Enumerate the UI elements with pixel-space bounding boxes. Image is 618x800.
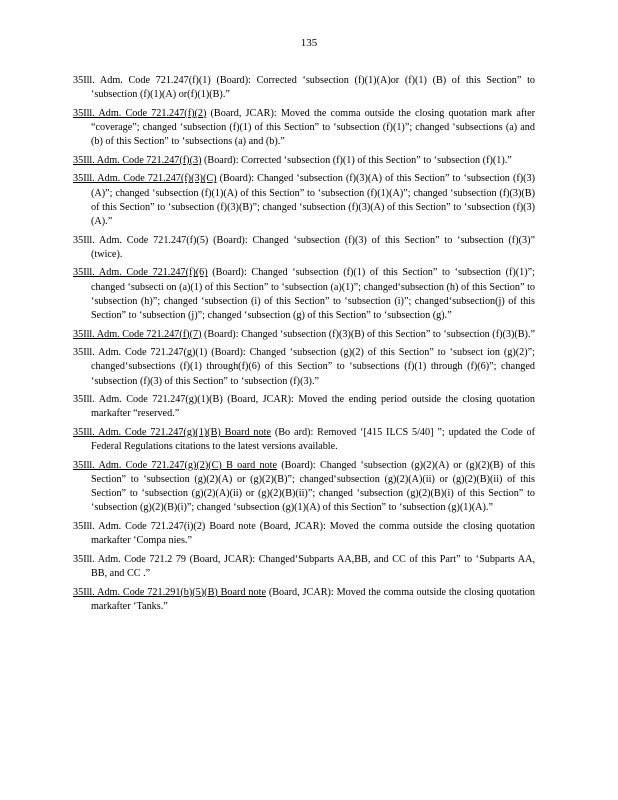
entry-citation: 35Ill. Adm. Code 721.247(g)(1)	[73, 347, 208, 359]
entry-text: (Board): Changed ‘subsection (g)(2) of this Section” to ‘subsect ion (g)(2)”; changed‘subsections (f)(1) through(f)(6) of this Section” to ‘subsections (f)(1) through (f)(6)”; changed ‘subsection (f)(3) of this Section” to ‘subsection (f)(3).”	[91, 347, 535, 387]
list-item	[73, 346, 535, 389]
page-number: 135	[300, 37, 318, 49]
entry-text: (Bo ard): Removed ‘[415 ILCS 5/40] ”; updated the Code of Federal Regulations citations to the latest versions available.	[91, 426, 535, 453]
entry-text: (Board): Corrected ‘subsection (f)(1)(A)or (f)(1) (B) of this Section” to ‘subsection (f)(1)(A) or(f)(1)(B).”	[91, 75, 535, 101]
entry-citation: 35Ill. Adm. Code 721.247(f)(3)(C)	[73, 173, 217, 185]
entry-citation: 35Ill. Adm. Code 721.247(f)(2)	[73, 107, 207, 119]
entry-text: Board note (Board, JCAR): Moved the comma outside the closing quotation markafter ‘Compa nies.”	[91, 520, 535, 547]
entry-citation: 35Ill. Adm. Code 721.247(f)(7)	[73, 328, 202, 340]
entry-text: (Board): Changed ‘subsection (f)(3) of this Section” to ‘subsection (f)(3)” (twice).	[91, 234, 535, 260]
list-item	[73, 107, 535, 150]
entry-citation: 35Ill. Adm. Code 721.247(f)(1)	[73, 75, 211, 86]
entry-citation: 35Ill. Adm. Code 721.247(f)(6)	[73, 267, 208, 279]
entry-text: (Board, JCAR): Changed‘Subparts AA,BB, and CC of this Part” to ‘Subparts AA, BB, and CC .”	[91, 553, 535, 579]
change-list	[73, 74, 535, 618]
list-item	[73, 328, 535, 342]
entry-citation: 35Ill. Adm. Code 721.247(i)(2)	[73, 520, 206, 532]
list-item	[73, 154, 535, 168]
entry-citation: 35Ill. Adm. Code 721.2 79	[73, 553, 187, 565]
entry-citation: 35Ill. Adm. Code 721.247(f)(3)	[73, 154, 202, 166]
entry-text: (Board): Changed ‘subsection (f)(1) of this Section” to ‘subsection (f)(1)”; changed ‘subsecti on (a)(1) of this Section” to ‘subsection (a)(1)”; changed‘subsection (h) of this Section” to ‘subsection (h)”; changed ‘subsection (i) of this Section” to ‘subsection (i)”; changed‘subsection(j) of this Section” to ‘subsection (j)”; changed ‘subsection (g) of this Section” to ‘subsection (g).”	[91, 267, 535, 321]
entry-text: (Board): Corrected ‘subsection (f)(1) of this Section” to ‘subsection (f)(1).”	[201, 154, 512, 166]
list-item	[73, 172, 535, 229]
entry-text: (Board): Changed ‘subsection (f)(3)(B) of this Section” to ‘subsection (f)(3)(B).”	[201, 328, 536, 340]
list-item	[73, 520, 535, 548]
entry-text: (Board, JCAR): Moved the comma outside the closing quotation mark after “coverage”; changed ‘subsection (f)(1) of this Section” to ‘subsection (f)(1)”; changed ‘subsections (a) and (b) of this Section” to ‘subsections (a) and (b).”	[91, 107, 535, 148]
list-item	[73, 426, 535, 454]
list-item	[73, 459, 535, 516]
list-item	[73, 553, 535, 581]
list-item	[73, 234, 535, 262]
entry-citation: 35Ill. Adm. Code 721.247(g)(1)(B) Board note	[73, 426, 271, 438]
entry-text: (Board): Changed ‘subsection (g)(2)(A) or (g)(2)(B) of this Section” to ‘subsection (g)(2)(A) or (g)(2)(B)”; changed‘subsection (g)(2)(A)(ii) or (g)(2)(B)(ii) of this Section” to ‘subsection (g)(2)(A)(ii) or (g)(2)(B)(ii)”; changed ‘subsection (g)(2)(B)(i) of this Section” to ‘subsection (g)(2)(B)(i)”; changed ‘subsection (g)(1)(A) of this Section” to ‘subsection (g)(1)(A).”	[91, 459, 535, 514]
list-item	[73, 393, 535, 421]
entry-text: (Board, JCAR): Moved the comma outside the closing quotation markafter ‘Tanks.”	[91, 586, 535, 612]
entry-citation: 35Ill. Adm. Code 721.247(g)(1)(B)	[73, 394, 223, 406]
entry-citation: 35Ill. Adm. Code 721.247(f)(5)	[73, 234, 209, 246]
entry-citation: 35Ill. Adm. Code 721.247(g)(2)(C) B oard note	[73, 459, 277, 471]
list-item	[73, 586, 535, 614]
entry-citation: 35Ill. Adm. Code 721.291(b)(5)(B) Board note	[73, 586, 266, 598]
entry-text: (Board, JCAR): Moved the ending period outside the closing quotation markafter “reserved.”	[91, 394, 535, 420]
list-item	[73, 266, 535, 323]
list-item	[73, 74, 535, 102]
entry-text: (Board): Changed ‘subsection (f)(3)(A) of this Section” to ‘subsection (f)(3)(A)”; changed ‘subsection (f)(1)(A) of this Section” to ‘subsection (f)(1)(A)”; changed ‘subsection (f)(3)(B) of this Section” to ‘subsection (f)(3)(B)”; changed ‘subsection (f)(3)(A) of this Section” to ‘subsection (f)(3)(A).”	[91, 173, 535, 227]
